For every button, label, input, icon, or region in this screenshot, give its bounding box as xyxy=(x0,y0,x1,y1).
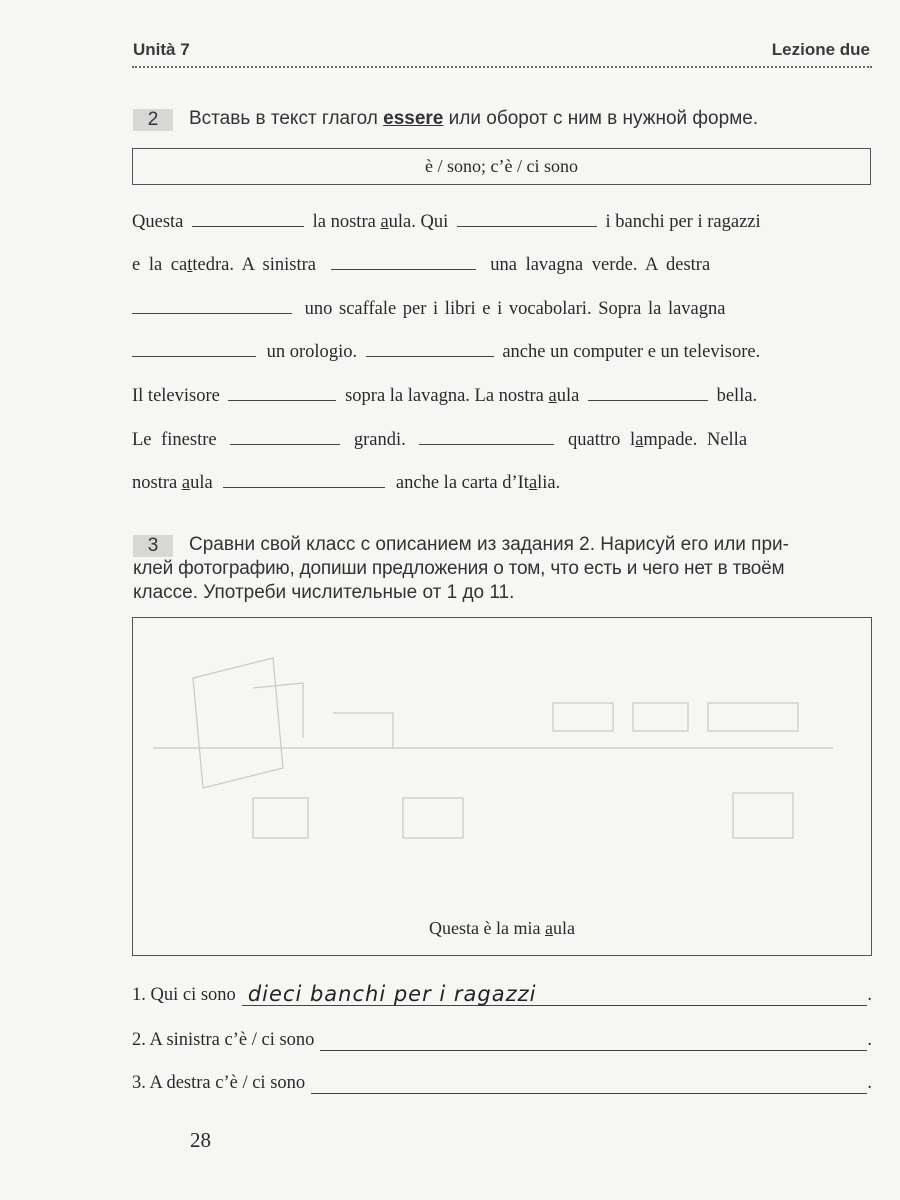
text-line-6: Le finestre grandi. quattro lampade. Nella xyxy=(132,430,748,450)
options-box: è / sono; c’è / ci sono xyxy=(132,148,871,185)
blank-8[interactable] xyxy=(588,399,708,401)
sentence-2: 2. A sinistra c’è / ci sono . xyxy=(132,1030,872,1050)
unit-label: Unità 7 xyxy=(133,40,190,59)
task-3-instruction-line-3: классе. Употреби числительные от 1 до 11. xyxy=(133,582,515,603)
sentence-2-answer-line[interactable] xyxy=(320,1036,867,1051)
blank-9[interactable] xyxy=(230,443,340,445)
text-line-7: nostra aula anche la carta d’Italia. xyxy=(132,473,561,493)
blank-1[interactable] xyxy=(192,225,304,227)
text-line-5: Il televisore sopra la lavagna. La nostra aula bella. xyxy=(132,386,758,406)
lesson-label: Lezione due xyxy=(771,40,870,59)
blank-5[interactable] xyxy=(132,355,256,357)
text-line-1: Questa la nostra aula. Qui i banchi per i ragazzi xyxy=(132,212,761,232)
sentence-1: 1. Qui ci sono dieci banchi per i ragazzi . xyxy=(132,982,872,1006)
text-line-4: un orologio. anche un computer e un televisore. xyxy=(132,342,760,363)
text-line-2: e la cattedra. A sinistra una lavagna verde. A destra xyxy=(132,255,711,275)
sentence-3-label: 3. A destra c’è / ci sono xyxy=(132,1073,306,1093)
drawing-box[interactable] xyxy=(132,617,872,956)
blank-4[interactable] xyxy=(132,312,292,314)
blank-6[interactable] xyxy=(366,355,494,357)
blank-3[interactable] xyxy=(331,268,476,270)
blank-10[interactable] xyxy=(419,443,554,445)
drawing-caption: Questa è la mia aula xyxy=(429,918,575,938)
task-3-number: 3 xyxy=(133,535,173,557)
header-divider xyxy=(132,66,872,68)
page-number: 28 xyxy=(190,1128,211,1152)
sentence-1-label: 1. Qui ci sono xyxy=(132,985,236,1005)
task-3-instruction-line-2: клей фотографию, допиши предложения о том, что есть и чего нет в твоём xyxy=(133,558,785,579)
sentence-3-answer-line[interactable] xyxy=(311,1079,867,1094)
sentence-1-answer-line[interactable] xyxy=(242,982,868,1006)
blank-7[interactable] xyxy=(228,399,336,401)
blank-11[interactable] xyxy=(223,486,385,488)
sentence-2-label: 2. A sinistra c’è / ci sono xyxy=(132,1030,315,1050)
sentence-3: 3. A destra c’è / ci sono . xyxy=(132,1073,872,1093)
text-line-3: uno scaffale per i libri e i vocabolari. Sopra la lavagna xyxy=(132,299,725,320)
task-3-instruction-line-1: Сравни свой класс с описанием из задания 2. Нарисуй его или при- xyxy=(189,534,789,555)
task-2-number: 2 xyxy=(133,109,173,131)
task-2-instruction: Вставь в текст глагол essere или оборот с ним в нужной форме. xyxy=(189,108,759,129)
essere-keyword: essere xyxy=(383,108,444,129)
faint-drawing xyxy=(133,618,871,955)
sentence-1-answer: dieci banchi per i ragazzi xyxy=(247,982,537,1006)
blank-2[interactable] xyxy=(457,225,597,227)
